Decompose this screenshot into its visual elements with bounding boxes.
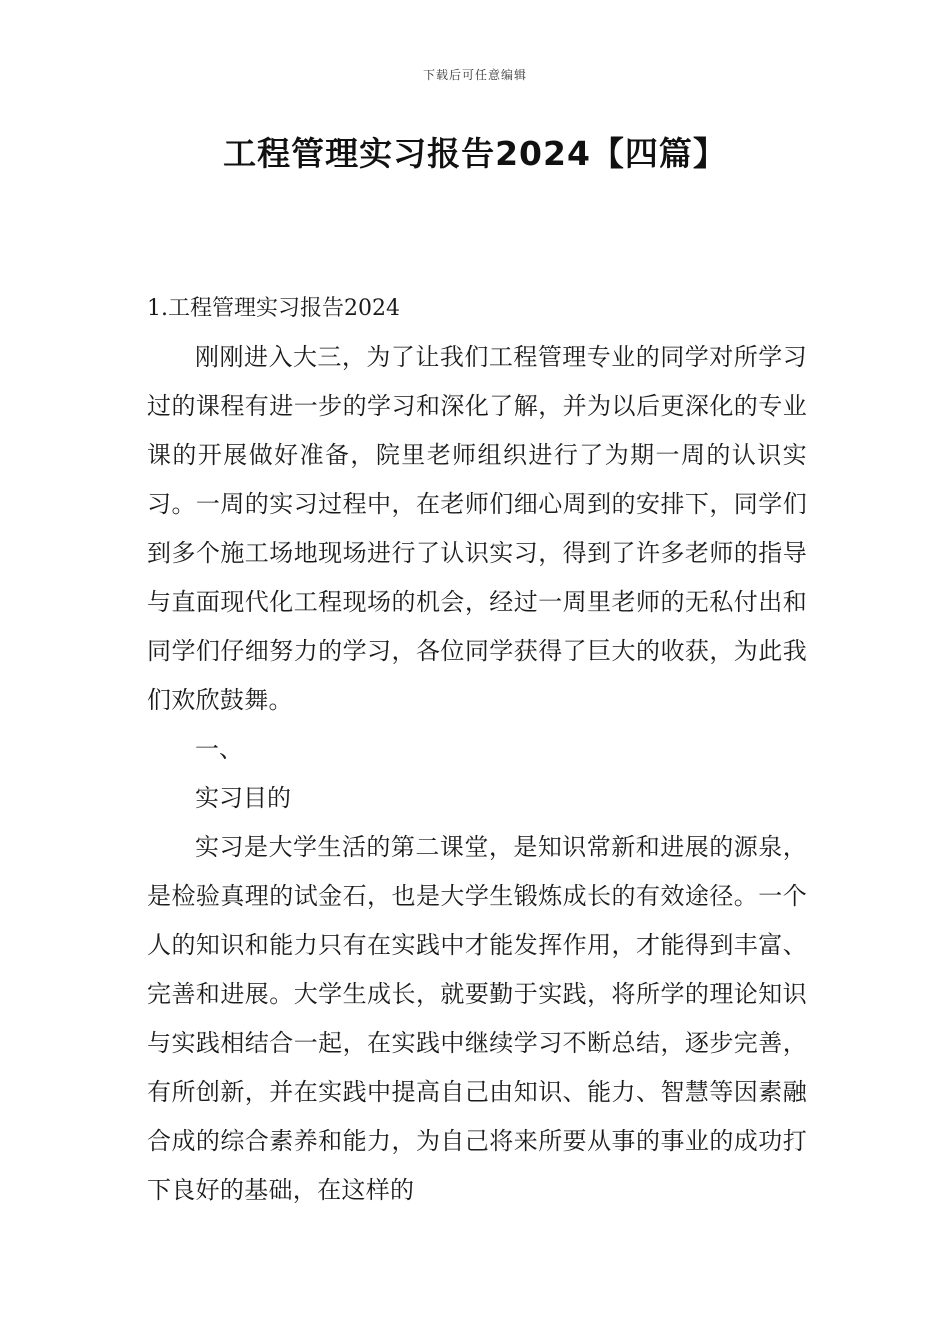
document-title: 工程管理实习报告2024【四篇】	[223, 134, 727, 173]
intro-paragraph: 刚刚进入大三，为了让我们工程管理专业的同学对所学习过的课程有进一步的学习和深化了解，并为以后更深化的专业课的开展做好准备，院里老师组织进行了为期一周的认识实习。一周的实习过程中，在老师们细心周到的安排下，同学们到多个施工场地现场进行了认识实习，得到了许多老师的指导与直面现代化工程现场的机会，经过一周里老师的无私付出和同学们仔细努力的学习，各位同学获得了巨大的收获，为此我们欢欣鼓舞。	[147, 343, 807, 714]
purpose-paragraph: 实习是大学生活的第二课堂，是知识常新和进展的源泉，是检验真理的试金石，也是大学生锻炼成长的有效途径。一个人的知识和能力只有在实践中才能发挥作用，才能得到丰富、完善和进展。大学生成长，就要勤于实践，将所学的理论知识与实践相结合一起，在实践中继续学习不断总结，逐步完善，有所创新，并在实践中提高自己由知识、能力、智慧等因素融合成的综合素养和能力，为自己将来所要从事的事业的成功打下良好的基础，在这样的	[147, 833, 807, 1204]
subsection-number: 一、	[195, 735, 243, 763]
subsection-heading: 实习目的	[195, 784, 291, 812]
section-heading: 1.工程管理实习报告2024	[147, 296, 400, 321]
document-body	[147, 284, 807, 1215]
header-note: 下载后可任意编辑	[422, 68, 527, 82]
